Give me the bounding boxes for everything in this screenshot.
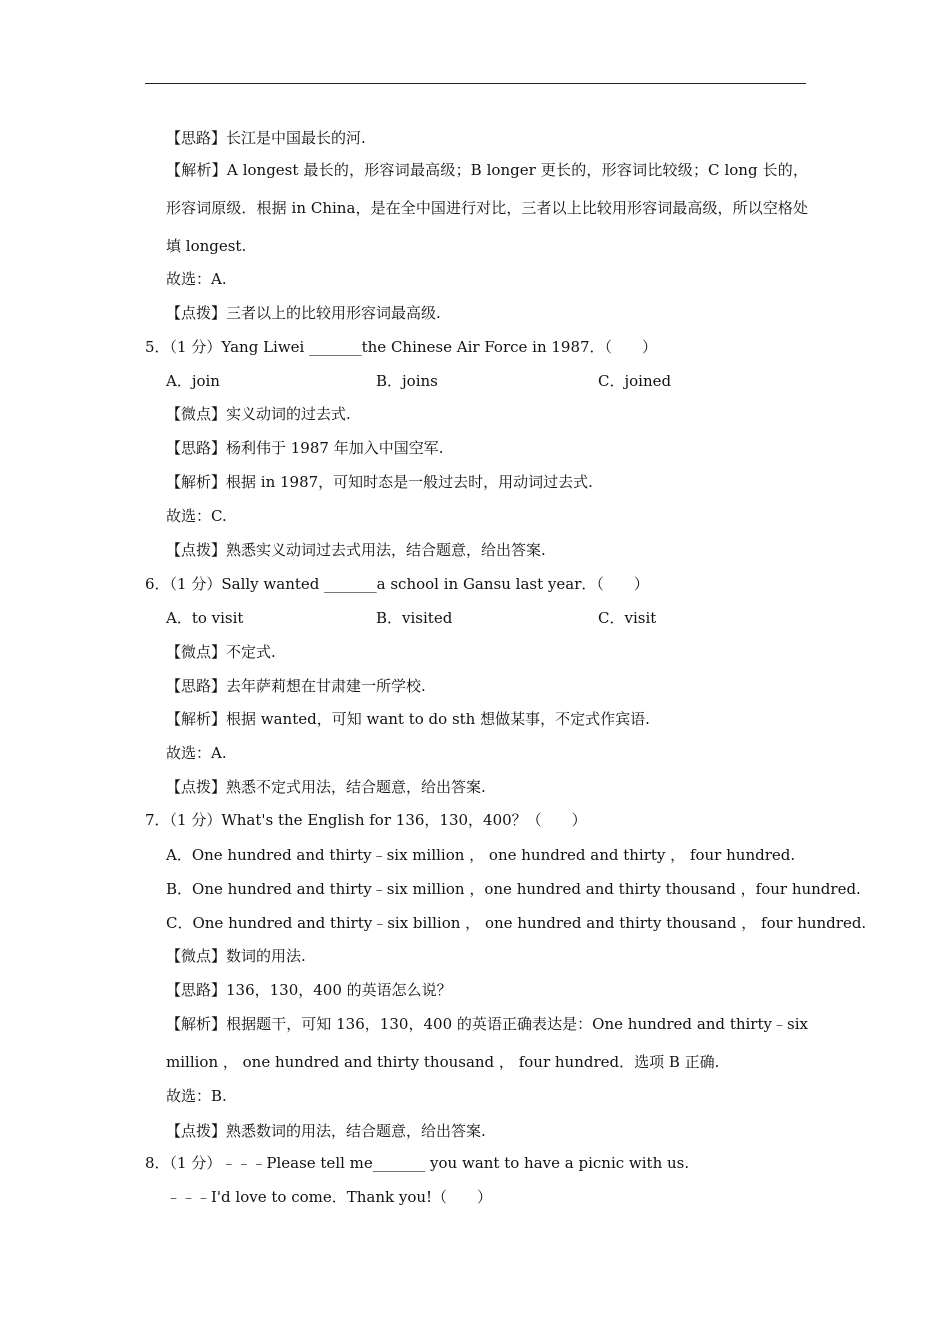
q6-silu: 【思路】去年萨莉想在甘肃建一所学校.	[166, 677, 426, 695]
q5-dianbo: 【点拨】熟悉实义动词过去式用法，结合题意，给出答案.	[166, 541, 546, 559]
q6-option-a: A．to visit	[166, 609, 244, 627]
q6-option-b: B．visited	[376, 609, 453, 627]
q5-jiexi: 【解析】根据 in 1987，可知时态是一般过去时，用动词过去式.	[166, 473, 593, 491]
q5-option-b: B．joins	[376, 372, 438, 390]
q4-silu: 【思路】长江是中国最长的河.	[166, 129, 366, 147]
q4-dianbo: 【点拨】三者以上的比较用形容词最高级.	[166, 304, 441, 322]
q4-answer: 故选：A.	[166, 270, 227, 288]
q7-option-c: C．One hundred and thirty﹣six billion ， one hundred and thirty thousand ， four hundred.	[166, 914, 867, 932]
q6-jiexi: 【解析】根据 wanted，可知 want to do sth 想做某事，不定式作宾语.	[166, 710, 650, 728]
header-rule	[145, 83, 806, 84]
q7-weidian: 【微点】数词的用法.	[166, 947, 306, 965]
q7-dianbo: 【点拨】熟悉数词的用法，结合题意，给出答案.	[166, 1122, 486, 1140]
q6-dianbo: 【点拨】熟悉不定式用法，结合题意，给出答案.	[166, 778, 486, 796]
q7-answer: 故选：B.	[166, 1087, 227, 1105]
q8-stem: 8．（1 分）﹣﹣﹣Please tell me_______ you want to have a picnic with us.	[145, 1154, 690, 1172]
q5-option-c: C．joined	[598, 372, 672, 390]
q5-answer: 故选：C.	[166, 507, 227, 525]
q6-option-c: C．visit	[598, 609, 657, 627]
q5-stem: 5．（1 分）Yang Liwei _______the Chinese Air Force in 1987．（ ）	[145, 338, 658, 356]
q8-stem-reply: ﹣﹣﹣I'd love to come．Thank you!（ ）	[166, 1188, 493, 1206]
q5-silu: 【思路】杨利伟于 1987 年加入中国空军.	[166, 439, 444, 457]
q6-answer: 故选：A.	[166, 744, 227, 762]
q7-option-b: B．One hundred and thirty﹣six million ，one hundred and thirty thousand ，four hundred.	[166, 880, 861, 898]
q4-jiexi: 【解析】A longest 最长的，形容词最高级；B longer 更长的，形容词比较级；C long 长的，形容词原级．根据 in China，是在全中国进行对比，三者以上比较用形容词最高级，所以空格处填 longest.	[166, 161, 808, 255]
q7-jiexi: 【解析】根据题干，可知 136，130，400 的英语正确表达是：One hundred and thirty﹣six million ， one hundred and thirty thousand ， four hundred．选项 B 正确.	[166, 1015, 808, 1071]
q7-silu: 【思路】136，130，400 的英语怎么说？	[166, 981, 452, 999]
q7-option-a: A．One hundred and thirty﹣six million ， one hundred and thirty ， four hundred.	[166, 846, 796, 864]
q5-option-a: A．join	[166, 372, 220, 390]
q6-stem: 6．（1 分）Sally wanted _______a school in Gansu last year．（ ）	[145, 575, 649, 593]
q6-weidian: 【微点】不定式.	[166, 643, 276, 661]
q7-stem: 7．（1 分）What's the English for 136，130，400？（ ）	[145, 811, 587, 829]
q5-weidian: 【微点】实义动词的过去式.	[166, 405, 351, 423]
